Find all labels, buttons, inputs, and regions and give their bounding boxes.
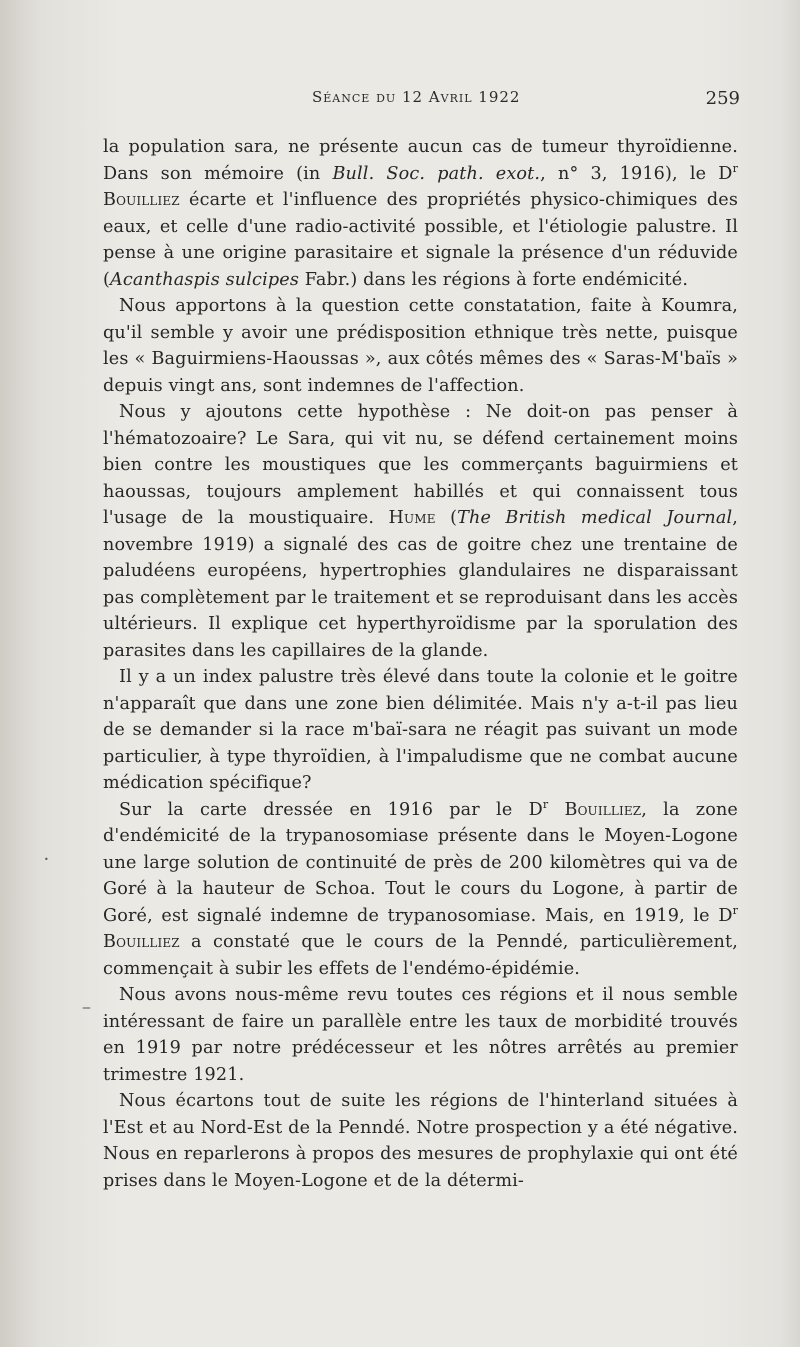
small-caps-name: Bouilliez	[103, 190, 180, 210]
text-run: , n° 3, 1916), le D	[540, 163, 733, 184]
italic-text: The British medical Journal	[457, 508, 733, 528]
small-caps-name: Hume	[388, 508, 436, 528]
superscript: r	[732, 161, 738, 175]
text-run: , novembre 1919) a signalé des cas de goitre chez une trentaine de paludéens européens, hypertrophies glandulaires ne disparaissant pas complètement par le traitement et se reproduisant dans les accès ultérieurs. Il explique cet hyperthyroïdisme par la sporulation des parasites dans les capillaires de la glande.	[103, 508, 738, 661]
superscript: r	[542, 797, 549, 811]
paragraph	[103, 1088, 738, 1194]
page-number: 259	[705, 88, 740, 109]
text-run: la population sara, ne présente aucun cas de tumeur thyroïdienne. Dans son mémoire (in	[103, 137, 738, 184]
paragraph	[103, 134, 738, 293]
text-run: , la zone d'endémicité de la trypanosomiase présente dans le Moyen-Logone une large solution de continuité de près de 200 kilomètres qui va de Goré à la hauteur de Schoa. Tout le cours du Logone, à partir de Goré, est signalé indemne de trypanosomiase. Mais, en 1919, le D	[103, 799, 738, 926]
text-run: (	[435, 508, 458, 528]
page-header	[100, 88, 740, 114]
paragraph	[103, 293, 738, 399]
paragraph	[103, 664, 738, 797]
margin-mark: ‒	[82, 1000, 91, 1016]
text-run: Sur la carte dressée en 1916 par le D	[119, 799, 543, 820]
paragraph	[103, 399, 738, 664]
text-run: Il y a un index palustre très élevé dans toute la colonie et le goitre n'apparaît que dans une zone bien délimitée. Mais n'y a-t-il pas lieu de se demander si la race m'baï-sara ne réagit pas suivant un mode particulier, à type thyroïdien, à l'impaludisme que ne combat aucune médication spécifique?	[103, 667, 738, 793]
italic-text: Acanthaspis sulcipes	[110, 269, 299, 290]
text-run: écarte et l'influence des propriétés physico-chimiques des eaux, et celle d'une radio-activité possible, et l'étiologie palustre. Il pense à une origine parasitaire et signale la présence d'un réduvide (	[103, 190, 738, 290]
paragraph	[103, 982, 738, 1088]
text-run: Nous apportons à la question cette constatation, faite à Koumra, qu'il semble y avoir une prédisposition ethnique très nette, puisque les « Baguirmiens-Haoussas », aux côtés mêmes des « Saras-M'baïs » depuis vingt ans, sont indemnes de l'affection.	[103, 296, 738, 396]
text-run: Nous écartons tout de suite les régions de l'hinterland situées à l'Est et au Nord-Est de la Penndé. Notre prospection y a été négative. Nous en reparlerons à propos des mesures de prophylaxie qui ont été prises dans le Moyen-Logone et de la détermi-	[103, 1091, 738, 1191]
body-text	[103, 134, 738, 1194]
paragraph	[103, 797, 738, 983]
small-caps-name: Bouilliez	[564, 799, 642, 820]
margin-speck: •	[44, 855, 49, 864]
text-run: Nous avons nous-même revu toutes ces régions et il nous semble intéressant de faire un parallèle entre les taux de morbidité trouvés en 1919 par notre prédécesseur et les nôtres arrêtés au premier trimestre 1921.	[103, 985, 738, 1085]
text-run	[548, 800, 564, 820]
small-caps-name: Bouilliez	[103, 932, 180, 952]
text-run: Fabr.) dans les régions à forte endémicité.	[299, 269, 689, 290]
italic-text: Bull. Soc. path. exot.	[332, 163, 541, 184]
text-run: Nous y ajoutons cette hypothèse : Ne doit-on pas penser à l'hématozoaire? Le Sara, qui vit nu, se défend certainement moins bien contre les moustiques que les commerçants baguirmiens et haoussas, toujours amplement habillés et qui connaissent tous l'usage de la moustiquaire.	[103, 402, 738, 528]
text-run: a constaté que le cours de la Penndé, particulièrement, commençait à subir les effets de l'endémo-épidémie.	[103, 932, 738, 979]
superscript: r	[732, 903, 738, 917]
running-title: Séance du 12 Avril 1922	[312, 88, 521, 106]
